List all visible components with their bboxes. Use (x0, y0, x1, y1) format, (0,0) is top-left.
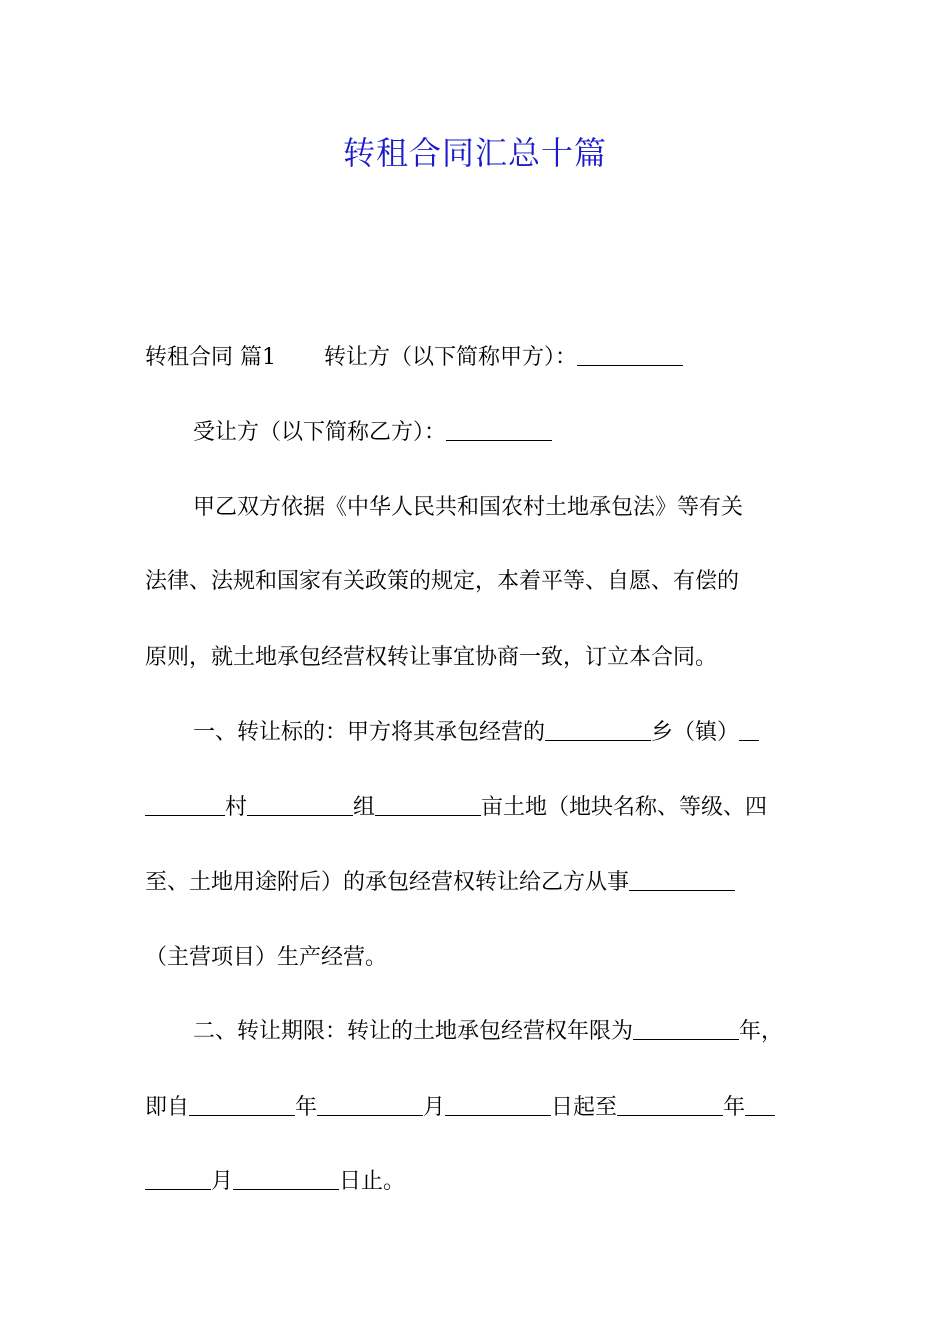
group-blank (247, 795, 353, 816)
end-year-blank (617, 1095, 723, 1116)
transferee-label: 受让方（以下简称乙方）： (193, 420, 447, 445)
project-blank (629, 870, 735, 891)
paragraph-line-4: 法律、法规和国家有关政策的规定，本着平等、自愿、有偿的 (145, 569, 740, 594)
start-month-blank (317, 1095, 423, 1116)
start-day-label: 日起至 (551, 1095, 618, 1120)
transferor-label: 转让方（以下简称甲方）： (324, 345, 578, 370)
end-month-blank-end (145, 1169, 211, 1190)
start-day-blank (445, 1095, 551, 1116)
paragraph-line-12 (145, 1167, 405, 1197)
acre-blank (375, 795, 481, 816)
transferee-blank (446, 420, 552, 441)
from-label: 即自 (145, 1095, 190, 1120)
township-blank (545, 720, 651, 741)
village-label: 村 (225, 795, 248, 820)
document-title: 转租合同汇总十篇 (342, 134, 607, 172)
start-month-label: 月 (423, 1095, 446, 1120)
village-blank-start (739, 720, 759, 741)
paragraph-line-5: 原则，就土地承包经营权转让事宜协商一致，订立本合同。 (145, 645, 718, 670)
end-day-blank (233, 1169, 339, 1190)
start-year-label: 年 (295, 1095, 318, 1120)
clause-two-text: 二、转让期限：转让的土地承包经营权年限为 (193, 1019, 634, 1044)
paragraph-line-9: （主营项目）生产经营。 (145, 945, 388, 970)
paragraph-line-7 (145, 793, 767, 823)
paragraph-line-6 (193, 718, 759, 748)
clause-one-text: 一、转让标的：甲方将其承包经营的 (193, 720, 546, 745)
end-year-label: 年 (723, 1095, 746, 1120)
village-blank-end (145, 795, 225, 816)
years-blank (633, 1019, 739, 1040)
end-month-blank-start (745, 1095, 775, 1116)
start-year-blank (189, 1095, 295, 1116)
paragraph-line-8 (145, 868, 735, 898)
paragraph-line-10 (193, 1017, 783, 1047)
land-description: 亩土地（地块名称、等级、四 (481, 795, 768, 820)
transferor-blank (577, 345, 683, 366)
end-day-label: 日止。 (339, 1169, 406, 1194)
paragraph-line-3: 甲乙双方依据《中华人民共和国农村土地承包法》等有关 (193, 495, 744, 520)
township-label: 乡（镇） (651, 720, 740, 745)
end-month-label: 月 (211, 1169, 234, 1194)
paragraph-line-1 (145, 343, 683, 373)
group-label: 组 (353, 795, 376, 820)
contract-heading: 转租合同 篇1 (145, 345, 276, 370)
paragraph-line-11 (145, 1093, 775, 1123)
transfer-purpose-text: 至、土地用途附后）的承包经营权转让给乙方从事 (145, 870, 630, 895)
paragraph-line-2 (193, 418, 552, 448)
years-label: 年， (739, 1019, 784, 1044)
